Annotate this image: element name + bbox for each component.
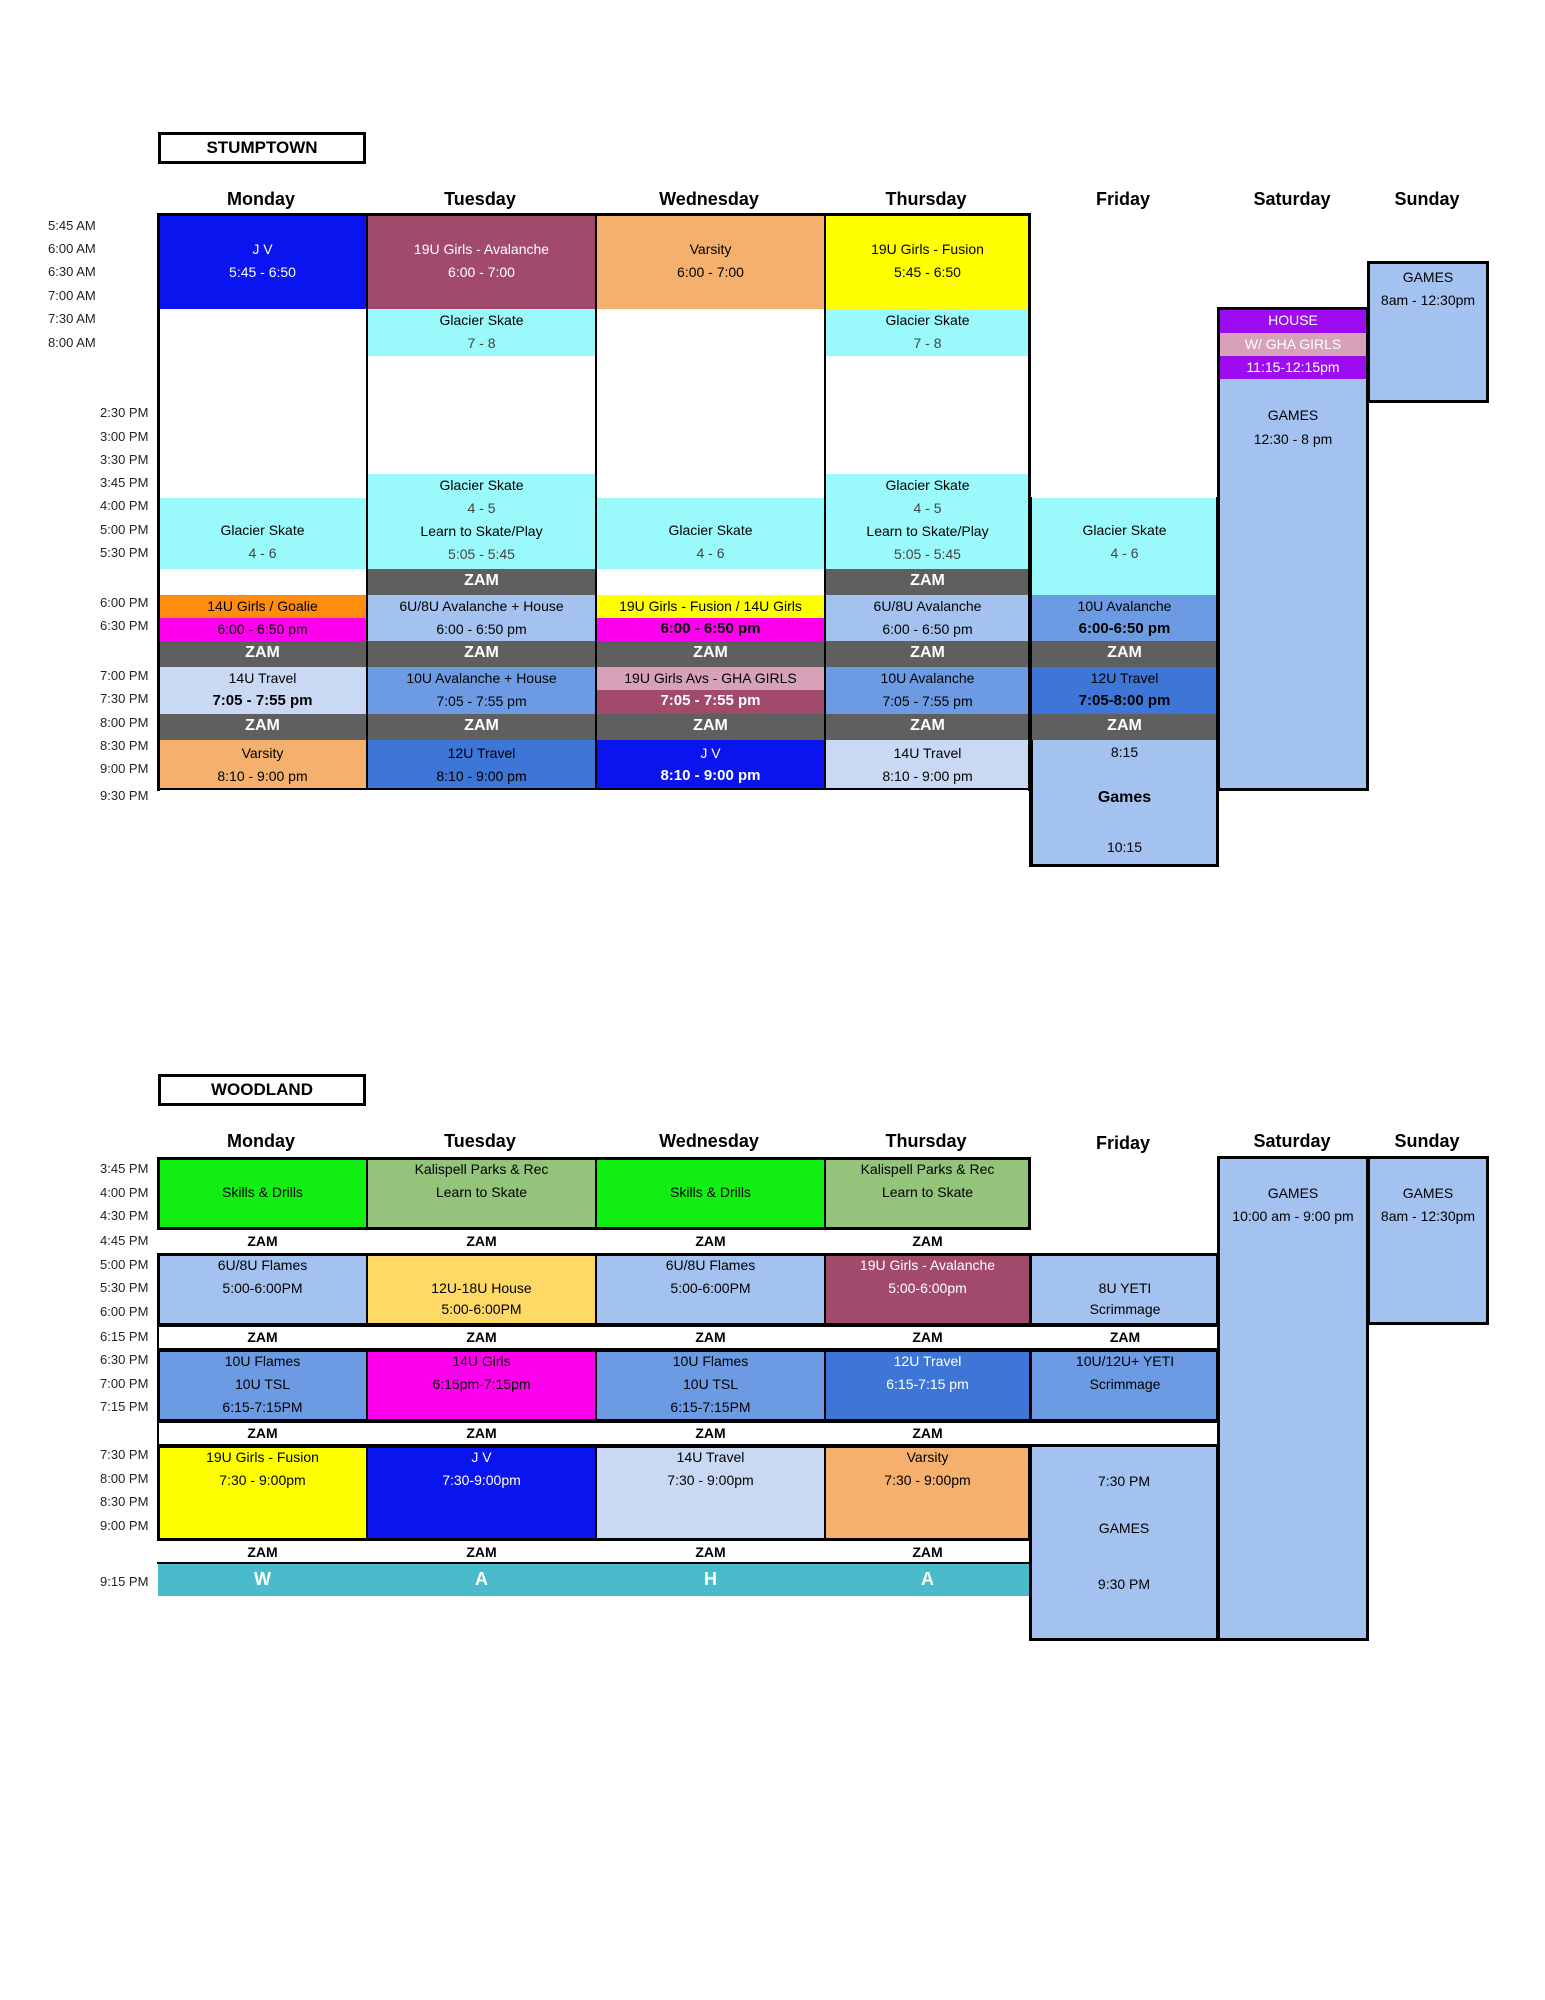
event-block: Skills & Drills xyxy=(596,1158,825,1228)
event-block: GAMES 8am - 12:30pm xyxy=(1367,261,1489,403)
day-header-saturday: Saturday xyxy=(1253,189,1331,209)
time-label: 9:30 PM xyxy=(100,788,149,803)
grid-line xyxy=(824,1349,826,1421)
event-block: 19U Girls - Avalanche 5:00-6:00pm xyxy=(825,1254,1030,1324)
grid-line xyxy=(157,788,1030,790)
event-block: Varsity 7:30 - 9:00pm xyxy=(825,1446,1030,1539)
event-block: 19U Girls Avs - GHA GIRLS xyxy=(596,667,825,690)
grid-line xyxy=(595,1253,597,1325)
grid-line xyxy=(1029,1349,1032,1421)
grid-line xyxy=(824,1157,826,1229)
time-label: 9:00 PM xyxy=(100,761,149,776)
event-block: W/ GHA GIRLS xyxy=(1219,333,1367,356)
grid-line xyxy=(366,1445,368,1540)
time-label: 6:30 AM xyxy=(48,264,96,279)
zam-block: ZAM xyxy=(825,641,1030,667)
time-label: 3:30 PM xyxy=(100,452,149,467)
event-block: 10U Avalanche 7:05 - 7:55 pm xyxy=(825,667,1030,714)
event-block: 12U Travel 6:15-7:15 pm xyxy=(825,1350,1030,1420)
time-label: 4:00 PM xyxy=(100,498,149,513)
event-block: Varsity 6:00 - 7:00 xyxy=(596,214,825,309)
event-block: 14U Travel 7:30 - 9:00pm xyxy=(596,1446,825,1539)
event-block: 14U Travel 7:05 - 7:55 pm xyxy=(158,667,367,714)
zam-block: ZAM xyxy=(825,569,1030,595)
waha-letter: A xyxy=(825,1564,1030,1596)
event-block: 19U Girls - Fusion 5:45 - 6:50 xyxy=(825,214,1030,309)
zam-block: ZAM xyxy=(596,641,825,667)
event-block: GAMES 12:30 - 8 pm xyxy=(1219,379,1367,789)
event-block: Kalispell Parks & Rec Learn to Skate xyxy=(367,1158,596,1228)
section-title-woodland: WOODLAND xyxy=(158,1074,366,1106)
event-block: J V 7:30-9:00pm xyxy=(367,1446,596,1539)
time-label: 7:30 PM xyxy=(100,1447,149,1462)
event-block: 12U-18U House 5:00-6:00PM xyxy=(367,1254,596,1324)
event-block: Glacier Skate 4 - 6 xyxy=(596,498,825,569)
zam-block: ZAM xyxy=(466,1544,497,1560)
time-label: 7:00 AM xyxy=(48,288,96,303)
event-block: 10U/12U+ YETI Scrimmage xyxy=(1031,1350,1219,1420)
grid-line xyxy=(366,213,368,790)
event-block: 6U/8U Avalanche 6:00 - 6:50 pm xyxy=(825,595,1030,641)
event-block: 10U Flames 10U TSL 6:15-7:15PM xyxy=(596,1350,825,1420)
zam-block: ZAM xyxy=(825,714,1030,740)
time-label: 6:15 PM xyxy=(100,1329,149,1344)
event-block: 6U/8U Flames 5:00-6:00PM xyxy=(158,1254,367,1324)
grid-line xyxy=(366,1349,368,1421)
time-label: 3:00 PM xyxy=(100,429,149,444)
time-label: 9:15 PM xyxy=(100,1574,149,1589)
time-label: 3:45 PM xyxy=(100,475,149,490)
zam-block: ZAM xyxy=(247,1233,278,1249)
event-block: 19U Girls - Fusion / 14U Girls xyxy=(596,595,825,618)
event-block: Glacier Skate 4 - 5 Learn to Skate/Play 5:05 - 5:45 xyxy=(825,474,1030,569)
day-header-friday: Friday xyxy=(1095,1133,1151,1153)
event-block: 8:15 Games 10:15 xyxy=(1030,740,1219,867)
zam-block: ZAM xyxy=(695,1425,726,1441)
time-label: 4:30 PM xyxy=(100,1208,149,1223)
event-block: 7:05 - 7:55 pm xyxy=(596,690,825,714)
zam-block: ZAM xyxy=(466,1233,497,1249)
waha-letter: A xyxy=(367,1564,596,1596)
event-block: 14U Travel 8:10 - 9:00 pm xyxy=(825,740,1030,789)
zam-block: ZAM xyxy=(912,1544,943,1560)
grid-line xyxy=(595,1157,597,1229)
zam-block: ZAM xyxy=(912,1329,943,1345)
time-label: 7:30 PM xyxy=(100,691,149,706)
zam-block: ZAM xyxy=(158,641,367,667)
event-block: 14U Girls / Goalie xyxy=(158,595,367,618)
event-block: Glacier Skate 7 - 8 xyxy=(367,309,596,356)
zam-block: ZAM xyxy=(466,1329,497,1345)
event-block: GAMES 8am - 12:30pm xyxy=(1367,1156,1489,1325)
event-block: 11:15-12:15pm xyxy=(1219,356,1367,379)
time-label: 6:00 PM xyxy=(100,595,149,610)
time-label: 6:00 PM xyxy=(100,1304,149,1319)
grid-line xyxy=(1029,864,1219,867)
time-label: 5:45 AM xyxy=(48,218,96,233)
time-label: 5:30 PM xyxy=(100,545,149,560)
time-label: 5:00 PM xyxy=(100,522,149,537)
time-label: 8:00 PM xyxy=(100,715,149,730)
event-block: Glacier Skate 7 - 8 xyxy=(825,309,1030,356)
day-header-tuesday: Tuesday xyxy=(444,1131,516,1151)
event-block: 7:30 PM GAMES 9:30 PM xyxy=(1029,1444,1219,1641)
time-label: 8:30 PM xyxy=(100,738,149,753)
day-header-monday: Monday xyxy=(226,1131,295,1151)
grid-line xyxy=(824,1253,826,1325)
zam-block: ZAM xyxy=(367,569,596,595)
day-header-sunday: Sunday xyxy=(1394,189,1460,209)
grid-line xyxy=(595,1445,597,1540)
zam-block: ZAM xyxy=(912,1425,943,1441)
time-label: 5:30 PM xyxy=(100,1280,149,1295)
day-header-friday: Friday xyxy=(1095,189,1151,209)
zam-block: ZAM xyxy=(596,714,825,740)
event-block: 6:00 - 6:50 pm xyxy=(158,618,367,641)
event-block: 6U/8U Avalanche + House 6:00 - 6:50 pm xyxy=(367,595,596,641)
waha-letter: H xyxy=(596,1564,825,1596)
event-block: Glacier Skate 4 - 6 xyxy=(158,498,367,569)
zam-block: ZAM xyxy=(695,1329,726,1345)
section-title-stumptown: STUMPTOWN xyxy=(158,132,366,164)
event-block: 8U YETI Scrimmage xyxy=(1031,1254,1219,1324)
zam-block: ZAM xyxy=(247,1544,278,1560)
time-label: 8:00 PM xyxy=(100,1471,149,1486)
day-header-wednesday: Wednesday xyxy=(659,1131,759,1151)
grid-line xyxy=(824,1445,826,1540)
grid-line xyxy=(1029,497,1032,867)
grid-line xyxy=(366,1253,368,1325)
day-header-thursday: Thursday xyxy=(885,189,967,209)
day-header-tuesday: Tuesday xyxy=(444,189,516,209)
event-block: Glacier Skate 4 - 6 xyxy=(1030,498,1219,595)
time-label: 4:00 PM xyxy=(100,1185,149,1200)
grid-line xyxy=(595,1349,597,1421)
event-block: 14U Girls 6:15pm-7:15pm xyxy=(367,1350,596,1420)
time-label: 7:00 PM xyxy=(100,1376,149,1391)
event-block: 10U Avalanche + House 7:05 - 7:55 pm xyxy=(367,667,596,714)
event-block: J V 5:45 - 6:50 xyxy=(158,214,367,309)
time-label: 7:30 AM xyxy=(48,311,96,326)
time-label: 2:30 PM xyxy=(100,405,149,420)
event-block: Glacier Skate 4 - 5 Learn to Skate/Play 5:05 - 5:45 xyxy=(367,474,596,569)
zam-block: ZAM xyxy=(367,641,596,667)
event-block: 10U Flames 10U TSL 6:15-7:15PM xyxy=(158,1350,367,1420)
event-block: Kalispell Parks & Rec Learn to Skate xyxy=(825,1158,1030,1228)
day-header-monday: Monday xyxy=(226,189,295,209)
time-label: 3:45 PM xyxy=(100,1161,149,1176)
zam-block: ZAM xyxy=(695,1544,726,1560)
time-label: 8:00 AM xyxy=(48,335,96,350)
event-block: 19U Girls - Avalanche 6:00 - 7:00 xyxy=(367,214,596,309)
day-header-wednesday: Wednesday xyxy=(659,189,759,209)
grid-line xyxy=(595,213,597,790)
grid-line xyxy=(1029,1253,1032,1325)
day-header-thursday: Thursday xyxy=(885,1131,967,1151)
time-label: 5:00 PM xyxy=(100,1257,149,1272)
waha-letter: W xyxy=(158,1564,367,1596)
zam-block: ZAM xyxy=(1109,1329,1141,1345)
time-label: 9:00 PM xyxy=(100,1518,149,1533)
zam-block: ZAM xyxy=(912,1233,943,1249)
event-block: 10U Avalanche 6:00-6:50 pm xyxy=(1030,595,1219,641)
event-block: 12U Travel 8:10 - 9:00 pm xyxy=(367,740,596,789)
time-label: 8:30 PM xyxy=(100,1494,149,1509)
day-header-saturday: Saturday xyxy=(1253,1131,1331,1151)
event-block: 19U Girls - Fusion 7:30 - 9:00pm xyxy=(158,1446,367,1539)
event-block: Skills & Drills xyxy=(158,1158,367,1228)
time-label: 7:00 PM xyxy=(100,668,149,683)
zam-block: ZAM xyxy=(695,1233,726,1249)
event-block: Varsity 8:10 - 9:00 pm xyxy=(158,740,367,789)
time-label: 7:15 PM xyxy=(100,1399,149,1414)
grid-line xyxy=(366,1157,368,1229)
zam-block: ZAM xyxy=(367,714,596,740)
time-label: 6:30 PM xyxy=(100,1352,149,1367)
day-header-sunday: Sunday xyxy=(1394,1131,1460,1151)
event-block: 6:00 - 6:50 pm xyxy=(596,618,825,641)
event-block: 6U/8U Flames 5:00-6:00PM xyxy=(596,1254,825,1324)
zam-block: ZAM xyxy=(1030,641,1219,667)
zam-block: ZAM xyxy=(247,1425,278,1441)
event-block: J V 8:10 - 9:00 pm xyxy=(596,740,825,789)
event-block: 12U Travel 7:05-8:00 pm xyxy=(1030,667,1219,714)
grid-line xyxy=(824,213,826,790)
time-label: 6:30 PM xyxy=(100,618,149,633)
time-label: 6:00 AM xyxy=(48,241,96,256)
zam-block: ZAM xyxy=(247,1329,278,1345)
zam-block: ZAM xyxy=(158,714,367,740)
grid-line xyxy=(1216,497,1219,867)
zam-block: ZAM xyxy=(1030,714,1219,740)
time-label: 4:45 PM xyxy=(100,1233,149,1248)
event-block: GAMES 10:00 am - 9:00 pm xyxy=(1217,1156,1369,1641)
zam-block: ZAM xyxy=(466,1425,497,1441)
event-block: HOUSE xyxy=(1219,309,1367,333)
